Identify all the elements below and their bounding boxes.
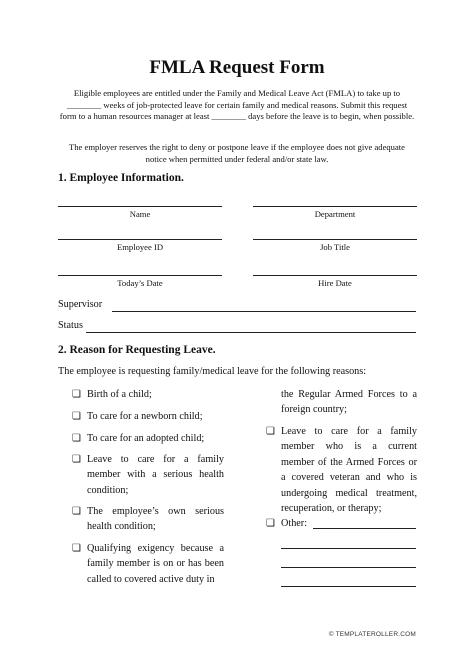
supervisor-field[interactable] [112,311,416,312]
todays-date-field[interactable] [58,275,222,276]
checkbox-icon[interactable]: ❏ [266,518,275,529]
name-field[interactable] [58,206,222,207]
reason-birth[interactable] [72,387,224,403]
department-label: Department [314,209,356,219]
hire-date-field[interactable] [253,275,417,276]
section-1-heading: 1. Employee Information. [58,172,184,184]
department-field[interactable] [253,206,417,207]
reason-exigency-continued [281,387,417,419]
other-reason-line-2[interactable] [281,548,416,549]
footer-credit: © TEMPLATEROLLER.COM [328,631,416,638]
section-2-heading: 2. Reason for Requesting Leave. [58,344,216,356]
reason-newborn[interactable] [72,409,224,425]
reason-qualifying-exigency[interactable] [72,541,224,589]
checkbox-icon[interactable]: ❏ [266,426,275,437]
status-field[interactable] [86,332,416,333]
reason-family-member-health[interactable] [72,452,224,500]
other-reason-field[interactable] [313,528,416,529]
reason-label: the Regular Armed Forces to a foreign country; [281,389,417,416]
reason-label: Other: [281,518,308,529]
employee-id-label: Employee ID [116,242,164,252]
todays-date-label: Today’s Date [117,278,163,288]
reason-label: Birth of a child; [87,389,152,400]
other-reason-line-4[interactable] [281,586,416,587]
reason-own-health[interactable] [72,504,224,536]
checkbox-icon[interactable]: ❏ [72,454,81,465]
status-label: Status [58,320,83,331]
hire-date-label: Hire Date [318,278,352,288]
reason-label: The employee’s own serious health condition; [87,506,224,533]
reason-label: Leave to care for a family member with a serious health condition; [87,454,224,496]
job-title-field[interactable] [253,239,417,240]
reason-label: Leave to care for a family member who is a current member of the Armed Forces or a covered veteran and who is undergoing medical treatment, recuperation, or therapy; [281,426,417,515]
checkbox-icon[interactable]: ❏ [72,411,81,422]
supervisor-label: Supervisor [58,299,103,310]
reason-label: To care for an adopted child; [87,433,205,444]
reason-label: Qualifying exigency because a family member is on or has been called to covered active duty in [87,543,224,585]
reasons-lead: The employee is requesting family/medical leave for the following reasons: [58,366,367,377]
page-title: FMLA Request Form [149,57,325,78]
checkbox-icon[interactable]: ❏ [72,433,81,444]
other-reason-line-3[interactable] [281,567,416,568]
checkbox-icon[interactable]: ❏ [72,389,81,400]
employee-id-field[interactable] [58,239,222,240]
checkbox-icon[interactable]: ❏ [72,543,81,554]
reason-other[interactable] [266,516,417,532]
reason-label: To care for a newborn child; [87,411,203,422]
name-label: Name [129,209,151,219]
reason-armed-forces-member[interactable] [266,424,417,520]
reserve-notice: The employer reserves the right to deny or postpone leave if the employee does not give adequate notice when permitted under federal and/or state law. [69,142,405,164]
reason-adopted[interactable] [72,431,224,447]
checkbox-icon[interactable]: ❏ [72,506,81,517]
job-title-label: Job Title [320,242,350,252]
intro-paragraph: Eligible employees are entitled under the Family and Medical Leave Act (FMLA) to take up to ________ weeks of job-protected leave for certain family and medical reasons. Submit this request form to a human resources manager at least ________ days before the leave is to begin, when possible. [59,88,415,121]
